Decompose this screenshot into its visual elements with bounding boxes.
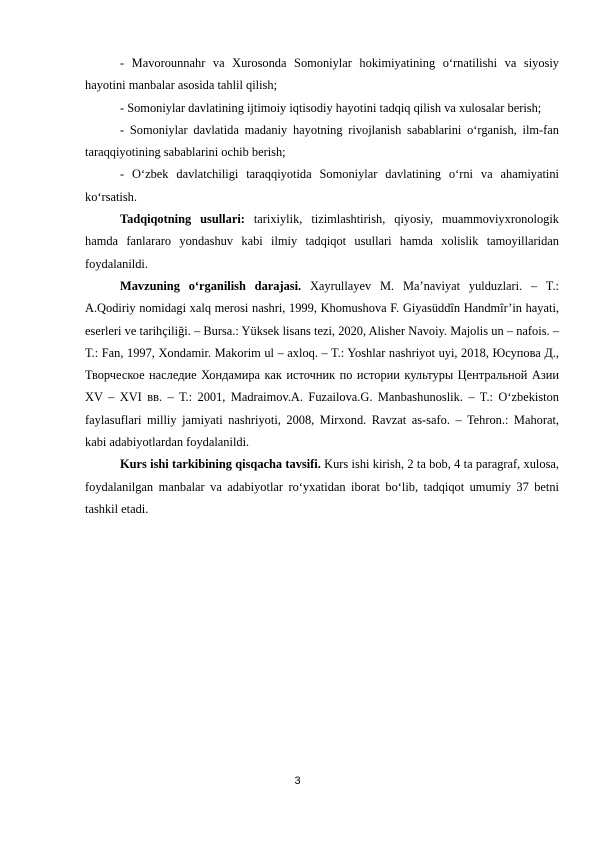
paragraph-methods: [85, 208, 559, 275]
paragraph-text: - Somoniylar davlatida madaniy hayotning rivojlanish sabablarini o‘rganish, ilm-fan taraqqiyotining sabablarini ochib berish;: [85, 122, 559, 160]
paragraph-heading: Kurs ishi tarkibining qisqacha tavsifi.: [120, 457, 321, 472]
paragraph-goal-2: [85, 97, 559, 119]
paragraph-text: Xayrullayev M. Ma’naviyat yulduzlari. – T.: A.Qodiriy nomidagi xalq merosi nashri, 1999, Khomushova F. Giyasüddîn Handmîr’in hayati, eserleri ve tarihçiliği. – Bursa.: Yüksek lisans tezi, 2020, Alisher Navoiy. Majolis un – nafois. – T.: Fan, 1997, Xondamir. Makorim ul – axloq. – T.: Yoshlar nashriyot uyi, 2018, Юсупова Д., Творческое наследие Хондамира как источник по истории культуры Центральной Азии XV – XVI вв. – Т.: 2001, Madraimov.A. Fuzailova.G. Manbashunoslik. – T.: O‘zbekiston faylasuflari milliy jamiyati nashriyoti, 2008, Mirxond. Ravzat as-safo. – Tehron.: Mahorat, kabi adabiyotlardan foydalanildi.: [85, 278, 559, 450]
paragraph-text: tarixiylik, tizimlashtirish, qiyosiy, muammoviyxronologik hamda fanlararo yondashuv kabi ilmiy tadqiqot usullari hamda xolislik tamoyillaridan foydalanildi.: [85, 212, 560, 271]
paragraph-text: - Somoniylar davlatining ijtimoiy iqtisodiy hayotini tadqiq qilish va xulosalar berish;: [120, 100, 542, 115]
paragraph-text: Kurs ishi kirish, 2 ta bob, 4 ta paragraf, xulosa, foydalanilgan manbalar va adabiyotlar ro‘yxatidan iborat bo‘lib, tadqiqot umumiy 37 betni tashkil etadi.: [85, 457, 559, 516]
paragraph-goal-3: [85, 119, 559, 164]
paragraph-heading: Tadqiqotning usullari:: [120, 212, 245, 227]
document-body: [85, 52, 559, 520]
paragraph-text: - Mavorounnahr va Xurosonda Somoniylar hokimiyatining o‘rnatilishi va siyosiy hayotini manbalar asosida tahlil qilish;: [85, 56, 559, 93]
paragraph-goal-1: [85, 52, 559, 97]
page-number: 3: [294, 775, 301, 787]
paragraph-goal-4: [85, 163, 559, 208]
paragraph-structure: [85, 453, 559, 520]
paragraph-text: - O‘zbek davlatchiligi taraqqiyotida Somoniylar davlatining o‘rni va ahamiyatini ko‘rsatish.: [85, 167, 559, 204]
paragraph-heading: Mavzuning o‘rganilish darajasi.: [120, 278, 302, 293]
paragraph-literature-review: [85, 275, 559, 453]
